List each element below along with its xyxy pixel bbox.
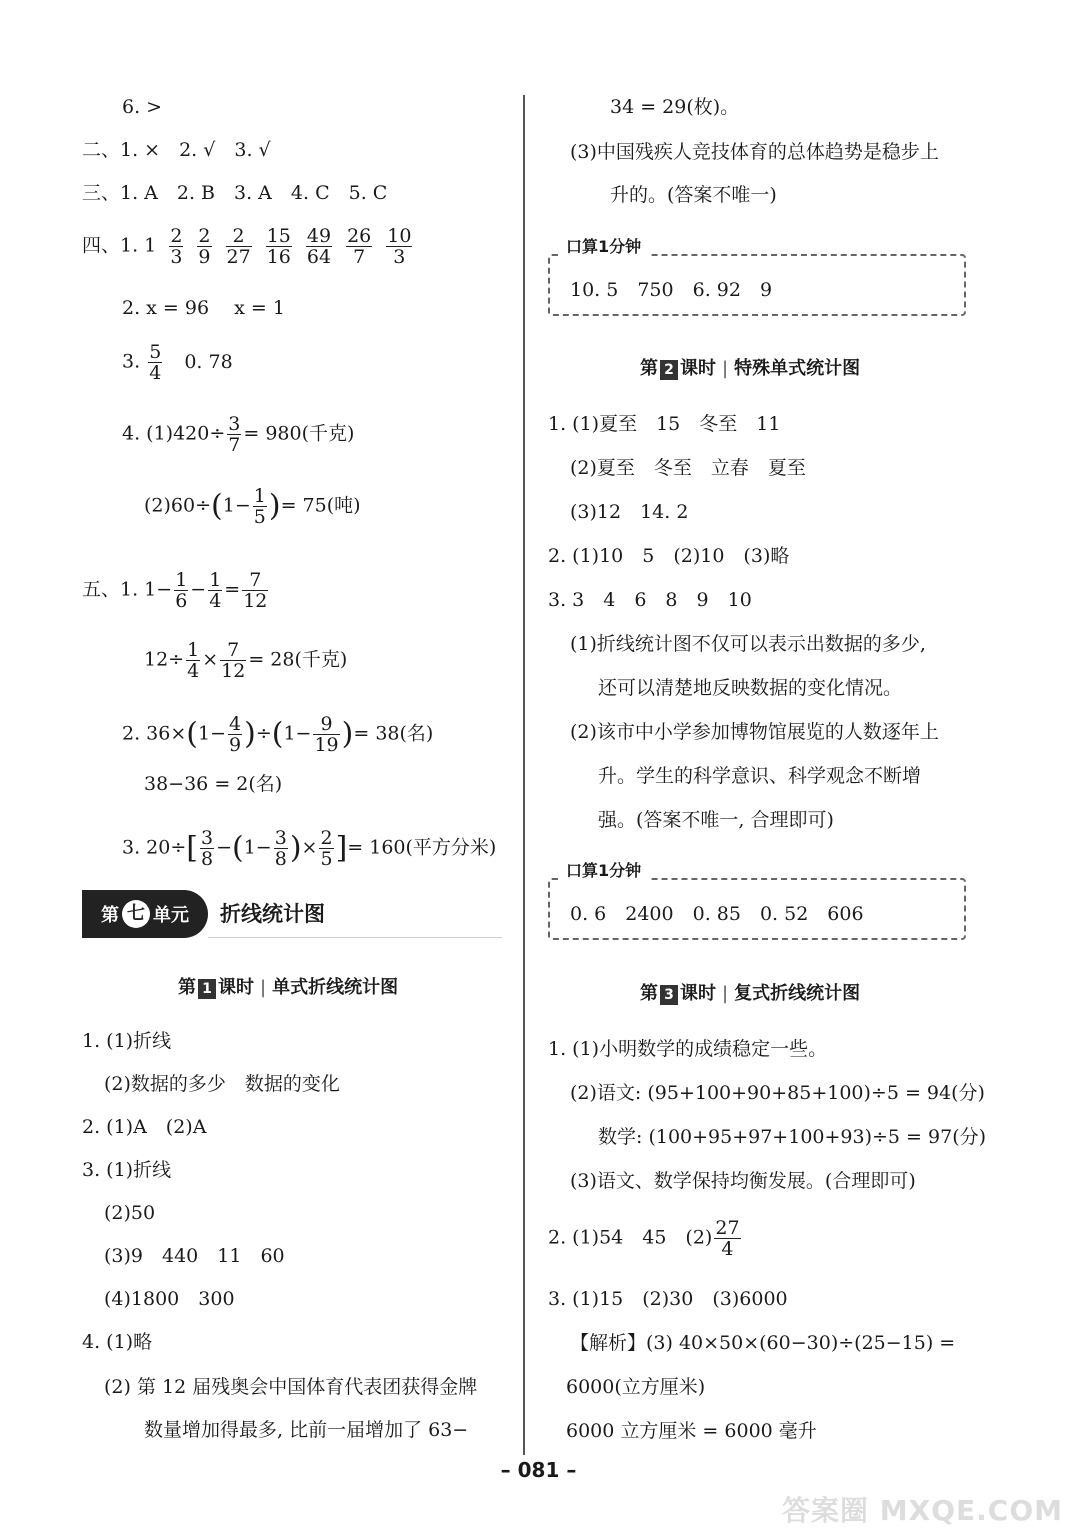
mental-math-values: 10. 5 750 6. 92 9 <box>570 279 773 301</box>
prefix: 2. 36× <box>122 722 187 745</box>
answer-line: 34 = 29(枚)。 <box>610 96 740 118</box>
fraction <box>266 226 292 267</box>
answer-line <box>122 342 233 383</box>
numerator: 7 <box>220 640 246 661</box>
paren: ( <box>211 488 223 524</box>
denominator: 16 <box>266 246 291 268</box>
numerator: 1 <box>187 639 200 661</box>
answer-line: 三、1. A 2. B 3. A 4. C 5. C <box>82 182 388 204</box>
operator: × <box>301 836 318 859</box>
suffix: = 28(千克) <box>248 648 348 671</box>
answer-line: (3)9 440 11 60 <box>104 1245 285 1267</box>
lesson-title: 特殊单式统计图 <box>734 358 861 379</box>
answer-line: (2)该市中小学参加博物馆展览的人数逐年上 <box>570 721 939 743</box>
answer-line: (3)12 14. 2 <box>570 501 689 523</box>
fraction <box>306 226 332 267</box>
operator: = <box>224 578 241 601</box>
fraction <box>274 828 288 869</box>
denominator: 8 <box>274 848 287 870</box>
answer-line <box>144 486 361 527</box>
answer-line <box>548 1218 743 1259</box>
suffix: = 38(名) <box>353 722 434 745</box>
mental-math-values: 0. 6 2400 0. 85 0. 52 606 <box>570 903 864 925</box>
fraction <box>208 570 222 611</box>
fraction <box>313 714 339 755</box>
fraction <box>186 640 200 681</box>
answer-line: 3. (1)15 (2)30 (3)6000 <box>548 1288 788 1310</box>
numerator: 3 <box>228 413 241 435</box>
mental-math-label: 口算1分钟 <box>558 234 649 257</box>
answer-line: 1. (1)夏至 15 冬至 11 <box>548 413 781 435</box>
prefix: 4. (1)420÷ <box>122 422 226 445</box>
fraction <box>197 226 211 267</box>
answer-line: 升。学生的科学意识、科学观念不断增 <box>598 765 922 787</box>
lesson-suffix: 课时 <box>680 983 716 1004</box>
answer-line: (3)语文、数学保持均衡发展。(合理即可) <box>570 1170 916 1192</box>
unit-suffix: 单元 <box>153 905 189 926</box>
fraction <box>148 342 162 383</box>
separator: | <box>260 977 267 998</box>
fraction <box>228 714 242 755</box>
denominator: 5 <box>253 506 266 528</box>
denominator: 5 <box>320 848 333 870</box>
unit-banner <box>82 890 502 938</box>
answer-line: (2) 第 12 届残奥会中国体育代表团获得金牌 <box>104 1376 478 1398</box>
denominator: 6 <box>175 590 188 612</box>
watermark-logo: 答案圈 MXQE.COM <box>782 1494 1063 1527</box>
denominator: 4 <box>149 362 162 384</box>
operator: − <box>216 836 232 859</box>
prefix: (2)60÷ <box>144 494 212 517</box>
paren: ) <box>289 830 302 866</box>
denominator: 12 <box>221 660 246 682</box>
answer-line: (2)数据的多少 数据的变化 <box>104 1073 340 1095</box>
suffix: = 160(平方分米) <box>347 836 497 859</box>
denominator: 4 <box>209 590 222 612</box>
lesson-prefix: 第 <box>640 983 658 1004</box>
answer-line: 6. > <box>122 96 163 118</box>
denominator: 9 <box>229 734 242 756</box>
suffix: = 980(千克) <box>243 422 355 445</box>
answer-line <box>122 828 496 869</box>
unit-underline <box>208 937 502 938</box>
lesson-heading-2 <box>640 354 860 380</box>
denominator: 8 <box>200 848 214 870</box>
lesson-suffix: 课时 <box>680 358 716 379</box>
lesson-prefix: 第 <box>640 358 658 379</box>
answer-line: 3. 3 4 6 8 9 10 <box>548 589 752 611</box>
answer-line: 数量增加得最多, 比前一届增加了 63− <box>144 1419 469 1441</box>
lesson-number: 2 <box>660 360 678 380</box>
operator: ÷ <box>255 722 272 745</box>
answer-line: 二、1. × 2. √ 3. √ <box>82 139 271 161</box>
lesson-heading-1 <box>178 973 398 999</box>
answer-line-fractions <box>82 226 419 267</box>
answer-line: 2. (1)10 5 (2)10 (3)略 <box>548 545 790 567</box>
numerator: 1 <box>209 569 222 591</box>
denominator: 4 <box>187 660 200 682</box>
paren: ( <box>232 830 244 866</box>
prefix: 3. 20÷ <box>122 836 187 859</box>
numerator: 9 <box>313 714 339 735</box>
numerator: 2 <box>320 827 333 849</box>
fraction <box>714 1218 740 1259</box>
numerator: 1 <box>175 569 188 591</box>
fraction <box>169 226 183 267</box>
inner: 1− <box>197 722 226 745</box>
answer-line: (2)50 <box>104 1202 156 1224</box>
answer-line <box>122 414 354 455</box>
operator: − <box>190 578 207 601</box>
separator: | <box>722 983 729 1004</box>
bracket: [ <box>186 830 198 866</box>
numerator: 27 <box>715 1217 740 1239</box>
lesson-title: 单式折线统计图 <box>272 977 399 998</box>
numerator: 3 <box>274 827 287 849</box>
prefix: 四、1. 1 <box>82 234 157 257</box>
numerator: 4 <box>229 713 242 735</box>
answer-line: (3)中国残疾人竞技体育的总体趋势是稳步上 <box>570 141 939 163</box>
operator: × <box>202 648 219 671</box>
inner: 1− <box>283 722 312 745</box>
denominator: 3 <box>393 246 406 268</box>
denominator: 7 <box>228 434 241 456</box>
answer-line: (2)夏至 冬至 立春 夏至 <box>570 457 806 479</box>
unit-prefix: 第 <box>101 905 119 926</box>
numerator: 7 <box>242 570 268 591</box>
lesson-number: 3 <box>660 985 678 1005</box>
numerator: 26 <box>347 225 372 247</box>
answer-line: 3. (1)折线 <box>82 1159 172 1181</box>
fraction <box>220 640 246 681</box>
paren: ) <box>341 716 354 752</box>
paren: ) <box>268 488 281 524</box>
prefix: 五、1. 1− <box>82 578 173 601</box>
denominator: 27 <box>226 246 251 268</box>
fraction <box>386 226 412 267</box>
numerator: 2 <box>170 225 183 247</box>
answer-line: 1. (1)小明数学的成绩稳定一些。 <box>548 1038 828 1060</box>
answer-line: 强。(答案不唯一, 合理即可) <box>598 809 834 831</box>
answer-line <box>144 640 347 681</box>
answer-line: 6000(立方厘米) <box>566 1376 706 1398</box>
fraction <box>346 226 372 267</box>
answer-line <box>122 714 433 755</box>
fraction <box>242 570 268 611</box>
numerator: 2 <box>198 225 211 247</box>
answer-line: 2. x = 96 x = 1 <box>122 297 285 319</box>
denominator: 7 <box>353 246 366 268</box>
paren: ) <box>244 716 256 752</box>
prefix: 3. <box>122 350 141 373</box>
denominator: 9 <box>198 246 211 268</box>
fraction-list <box>162 225 419 268</box>
fraction <box>200 828 214 869</box>
lesson-suffix: 课时 <box>218 977 254 998</box>
denominator: 19 <box>314 734 339 756</box>
numerator: 5 <box>149 341 162 363</box>
numerator: 49 <box>306 225 332 247</box>
column-divider <box>523 95 525 1455</box>
inner: 1− <box>222 494 251 517</box>
bracket: ] <box>335 830 348 866</box>
numerator: 10 <box>387 225 412 247</box>
answer-line: 还可以清楚地反映数据的变化情况。 <box>598 677 903 699</box>
inner: 1− <box>243 836 272 859</box>
fraction <box>174 570 188 611</box>
answer-line: (1)折线统计图不仅可以表示出数据的多少, <box>570 633 926 655</box>
suffix: 0. 78 <box>184 350 233 373</box>
fraction <box>227 414 241 455</box>
denominator: 12 <box>243 590 268 612</box>
lesson-prefix: 第 <box>178 977 196 998</box>
separator: | <box>722 358 729 379</box>
answer-line: 38−36 = 2(名) <box>144 773 283 795</box>
numerator: 1 <box>253 485 266 507</box>
answer-line: 1. (1)折线 <box>82 1030 172 1052</box>
answer-line <box>82 570 270 611</box>
answer-line: 升的。(答案不唯一) <box>610 184 777 206</box>
fraction <box>319 828 333 869</box>
denominator: 4 <box>721 1238 734 1260</box>
answer-line: 【解析】(3) 40×50×(60−30)÷(25−15) = <box>570 1332 956 1354</box>
answer-line: 数学: (100+95+97+100+93)÷5 = 97(分) <box>598 1126 987 1148</box>
answer-line: (4)1800 300 <box>104 1288 235 1310</box>
answer-line: (2)语文: (95+100+90+85+100)÷5 = 94(分) <box>570 1082 985 1104</box>
paren: ( <box>271 716 284 752</box>
unit-number: 七 <box>122 900 150 928</box>
lesson-heading-3 <box>640 979 860 1005</box>
denominator: 3 <box>170 246 183 268</box>
numerator: 3 <box>200 827 214 849</box>
numerator: 15 <box>266 225 291 247</box>
lesson-number: 1 <box>198 979 216 999</box>
page-number: – 081 – <box>500 1458 577 1482</box>
answer-line: 6000 立方厘米 = 6000 毫升 <box>566 1420 817 1442</box>
lesson-title: 复式折线统计图 <box>734 983 861 1004</box>
paren: ( <box>186 716 198 752</box>
fraction <box>253 486 267 527</box>
prefix: 12÷ <box>144 648 185 671</box>
unit-tag <box>82 890 208 938</box>
unit-title: 折线统计图 <box>220 902 325 926</box>
numerator: 2 <box>226 226 252 247</box>
answer-line: 2. (1)A (2)A <box>82 1116 207 1138</box>
fraction <box>226 226 252 267</box>
mental-math-label: 口算1分钟 <box>558 858 649 881</box>
prefix: 2. (1)54 45 (2) <box>548 1226 713 1249</box>
denominator: 64 <box>306 246 332 268</box>
suffix: = 75(吨) <box>280 494 361 517</box>
answer-line: 4. (1)略 <box>82 1331 153 1353</box>
